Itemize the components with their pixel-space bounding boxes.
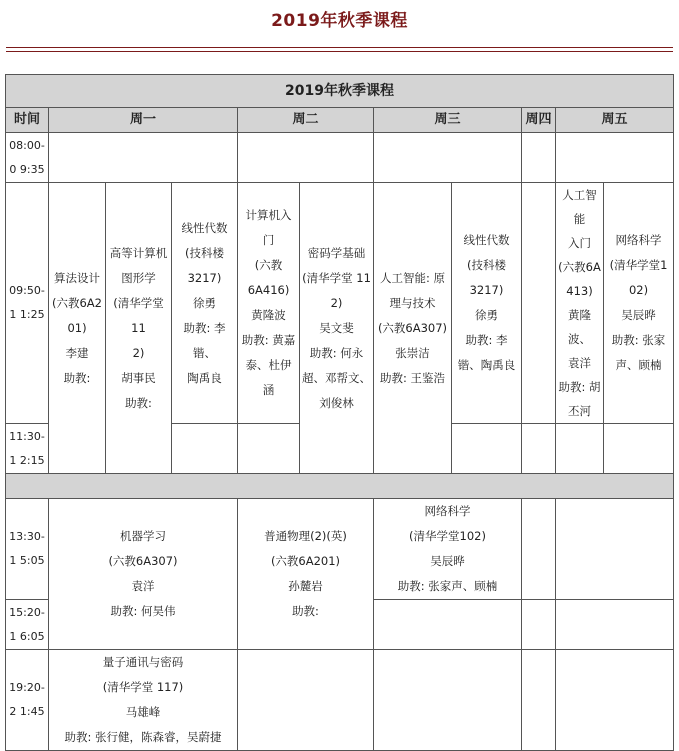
course-ai-principles — [374, 183, 452, 474]
course-line: (清华学堂 11 — [302, 270, 371, 285]
course-line: 量子通讯与密码 — [102, 655, 184, 669]
course-line: (六教 — [254, 258, 283, 272]
time-line: 09:50-1 — [9, 284, 45, 321]
empty-cell — [452, 424, 522, 474]
time-line: 9:35 — [19, 162, 45, 176]
course-line: 人工智能: 原 — [379, 270, 446, 285]
course-line: (六教6A201) — [270, 554, 341, 568]
course-intro-ai — [556, 183, 604, 424]
course-line: 助教: 张家 — [611, 333, 666, 347]
course-line: 助教: 王鉴浩 — [379, 370, 446, 385]
time-line: 08:00-0 — [9, 138, 45, 176]
time-line: 5:05 — [19, 554, 45, 567]
course-line: 密码学基础 — [307, 245, 366, 260]
course-line: 01) — [67, 320, 87, 335]
course-line: 算法设计 — [54, 270, 100, 285]
course-line: (六教6A307) — [377, 320, 448, 335]
course-line: 吴辰晔 — [430, 554, 465, 568]
empty-cell — [556, 424, 604, 474]
course-machine-learning — [49, 499, 238, 650]
course-line: 2) — [330, 295, 343, 310]
empty-cell — [374, 600, 522, 650]
course-line: 3217) — [187, 270, 222, 285]
time-slot-6 — [6, 650, 49, 751]
course-line: 助教: — [63, 370, 91, 385]
course-network-science-fri — [604, 183, 674, 424]
course-line: (清华学堂102) — [409, 529, 486, 543]
time-line: 1:45 — [19, 705, 45, 718]
header-fri: 周五 — [556, 108, 674, 133]
course-advanced-graphics — [106, 183, 172, 474]
course-line: 413) — [566, 284, 593, 298]
empty-cell — [556, 499, 674, 600]
empty-cell — [522, 133, 556, 183]
header-thu: 周四 — [522, 108, 556, 133]
empty-cell — [172, 424, 238, 474]
course-algorithm-design — [49, 183, 106, 474]
empty-cell — [604, 424, 674, 474]
course-line: 孙麓岩 — [288, 579, 323, 593]
empty-cell — [522, 499, 556, 600]
course-line: 胡事民 — [121, 370, 156, 385]
course-line: 高等计算机 — [109, 245, 168, 260]
title-divider-top — [6, 47, 673, 48]
empty-cell — [374, 133, 522, 183]
empty-cell — [238, 424, 300, 474]
course-line: (清华学堂 117) — [102, 680, 184, 694]
course-line: 丕河 — [568, 404, 591, 418]
empty-cell — [238, 650, 374, 751]
course-line: 助教: 李锴、 — [183, 320, 226, 360]
course-general-physics — [238, 499, 374, 650]
time-slot-1 — [6, 133, 49, 183]
course-line: 助教: — [292, 604, 319, 618]
course-line: 超、邓帮文、 — [302, 370, 371, 385]
course-line: 黄隆波 — [251, 308, 286, 322]
table-title: 2019年秋季课程 — [6, 75, 674, 108]
course-line: 陶禹良 — [187, 370, 222, 385]
course-line: (六教6A — [558, 260, 601, 274]
course-line: (技科楼 — [467, 258, 506, 272]
course-line: 线性代数 — [463, 233, 510, 247]
course-line: 徐勇 — [475, 308, 498, 322]
header-time: 时间 — [6, 108, 49, 133]
empty-cell — [238, 133, 374, 183]
course-line: 袁洋 — [568, 356, 591, 370]
course-line: (六教6A307) — [108, 554, 178, 568]
empty-cell — [522, 183, 556, 424]
course-line: 机器学习 — [120, 529, 166, 543]
time-line: 6:05 — [19, 629, 45, 643]
course-line: 助教: 何永 — [309, 345, 364, 360]
course-line: 黄隆波、 — [568, 308, 591, 346]
course-line: 6A416) — [247, 283, 290, 297]
course-line: 普通物理(2)(英) — [264, 529, 347, 543]
course-line: 助教: 李 — [465, 333, 508, 347]
course-line: 声、顾楠 — [615, 358, 662, 372]
time-line: 1:25 — [19, 308, 45, 321]
course-line: 李建 — [65, 345, 89, 360]
header-tue: 周二 — [238, 108, 374, 133]
course-line: 袁洋 — [131, 579, 155, 593]
course-cryptography-basics — [300, 183, 374, 474]
course-line: 计算机入门 — [245, 208, 292, 247]
empty-cell — [556, 600, 674, 650]
course-line: 锴、陶禹良 — [457, 358, 516, 372]
course-line: 网络科学 — [424, 504, 471, 518]
course-line: 助教: 黄嘉 — [241, 333, 296, 347]
lunch-break-row — [6, 474, 674, 499]
course-line: 吴辰晔 — [621, 308, 656, 322]
course-line: 马雄峰 — [125, 705, 161, 719]
time-slot-2 — [6, 183, 49, 424]
empty-cell — [49, 133, 238, 183]
course-line: 网络科学 — [615, 233, 662, 247]
time-line: 11:30-1 — [9, 429, 45, 467]
course-line: 理与技术 — [389, 295, 436, 310]
time-slot-4 — [6, 499, 49, 600]
course-line: 徐勇 — [193, 295, 216, 310]
course-line: 助教: 张行健，陈森睿，吴蔚捷 — [64, 730, 222, 744]
course-line: 刘俊林 — [319, 395, 354, 410]
course-line: 3217) — [469, 283, 504, 297]
course-line: 泰、杜伊涵 — [245, 358, 292, 397]
time-slot-5 — [6, 600, 49, 650]
empty-cell — [374, 650, 522, 751]
course-line: 助教: 何昊伟 — [110, 604, 176, 618]
title-divider-bottom — [6, 51, 673, 52]
empty-cell — [556, 650, 674, 751]
course-line: (清华学堂1 — [609, 258, 668, 272]
course-line: 吴文斐 — [319, 320, 354, 335]
course-line: 张崇洁 — [395, 345, 430, 360]
course-line: 助教: 胡 — [558, 380, 601, 394]
course-line: 图形学 — [121, 270, 156, 285]
course-quantum-communication — [49, 650, 238, 751]
course-linear-algebra-mon — [172, 183, 238, 424]
course-line: 助教: 张家声、顾楠 — [397, 579, 498, 593]
course-line: 2) — [132, 345, 145, 360]
course-line: (清华学堂 11 — [113, 295, 164, 335]
empty-cell — [522, 600, 556, 650]
time-line: 2:15 — [19, 453, 45, 467]
time-line: 15:20-1 — [9, 605, 45, 643]
course-line: 助教: — [125, 395, 152, 410]
course-linear-algebra-wed — [452, 183, 522, 424]
header-wed: 周三 — [374, 108, 522, 133]
time-slot-3 — [6, 424, 49, 474]
schedule-table — [5, 74, 674, 751]
course-network-science-wed — [374, 499, 522, 600]
course-intro-computing — [238, 183, 300, 424]
header-mon: 周一 — [49, 108, 238, 133]
time-line: 19:20-2 — [9, 681, 45, 718]
course-line: 入门 — [568, 236, 591, 250]
empty-cell — [522, 650, 556, 751]
time-line: 13:30-1 — [9, 530, 45, 567]
empty-cell — [522, 424, 556, 474]
empty-cell — [556, 133, 674, 183]
course-line: 02) — [628, 283, 649, 297]
course-line: (技科楼 — [185, 245, 224, 260]
course-line: (六教6A2 — [52, 295, 102, 310]
page-title: 2019年秋季课程 — [271, 11, 408, 31]
course-line: 线性代数 — [181, 220, 228, 235]
course-line: 人工智能 — [562, 188, 597, 226]
